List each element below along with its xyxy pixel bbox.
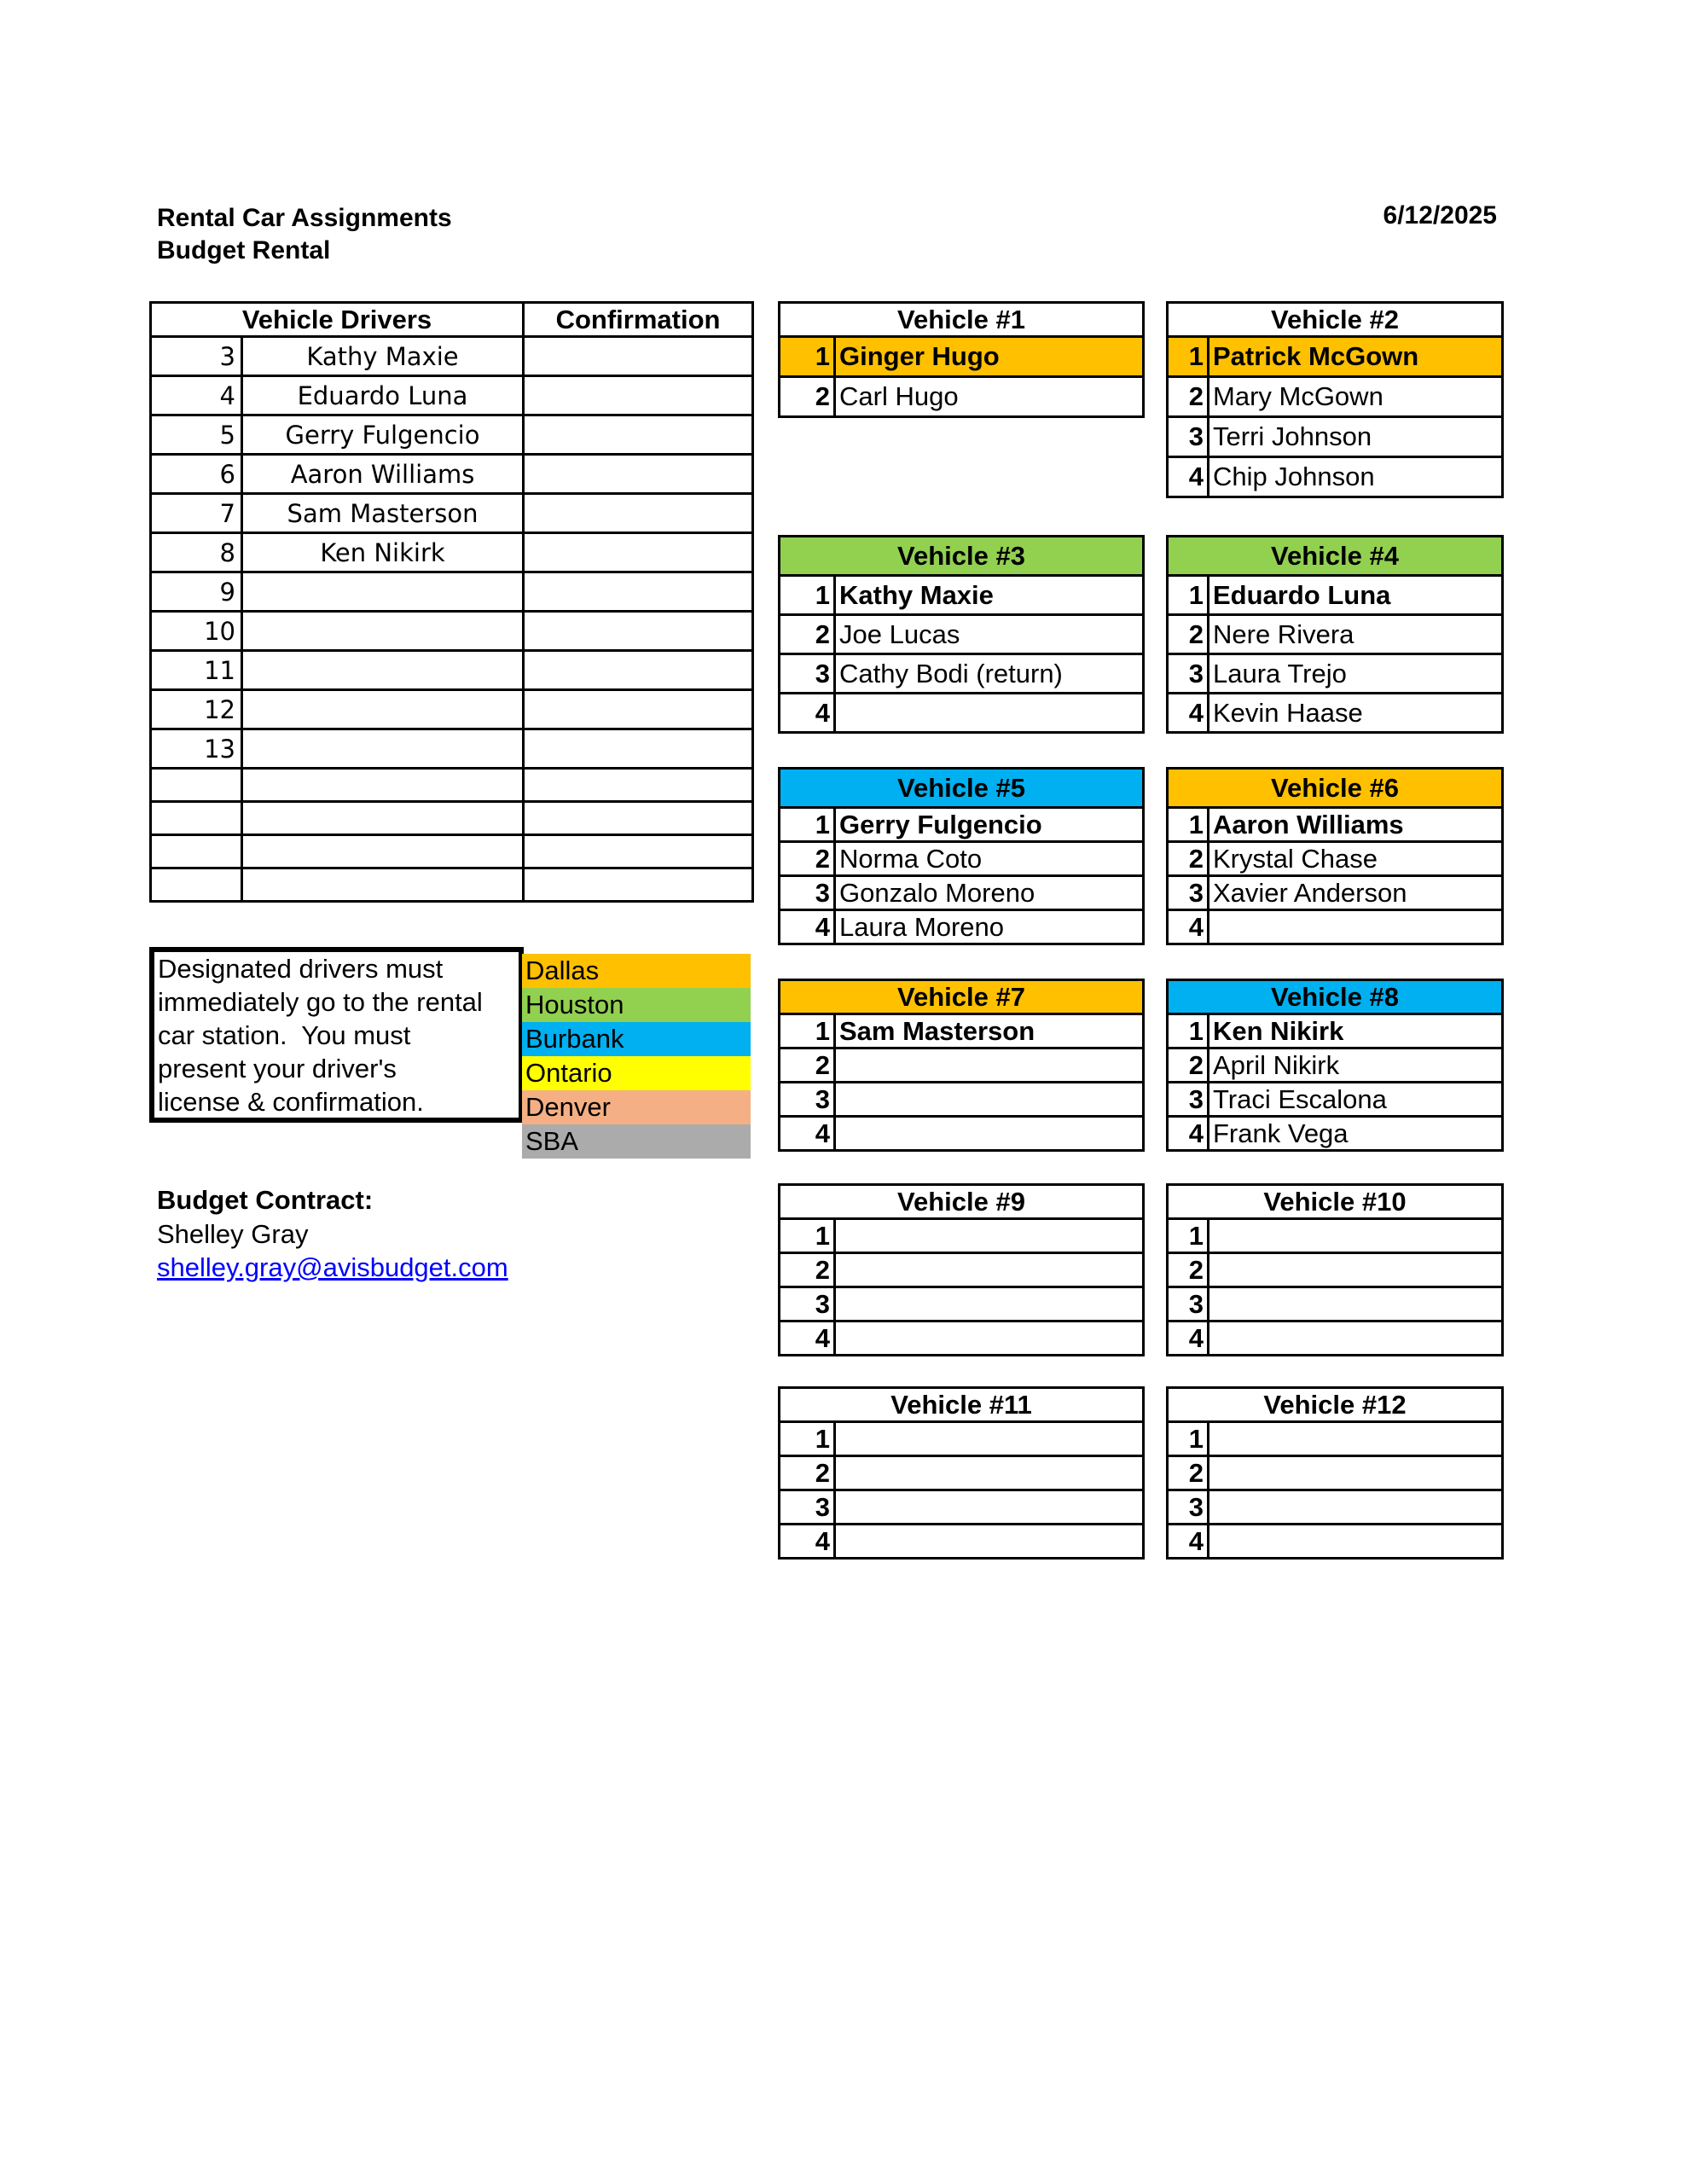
notice-line: present your driver's [158,1054,397,1083]
rider-name[interactable]: Kevin Haase [1209,694,1503,733]
driver-confirmation[interactable] [524,729,753,769]
driver-number: 7 [151,494,242,533]
legend-item-sba: SBA [522,1124,751,1159]
rider-row [1168,1525,1503,1559]
driver-number [151,835,242,868]
vehicle-title: Vehicle #11 [780,1388,1144,1422]
rider-number: 1 [1168,1422,1209,1456]
rider-name[interactable]: Traci Escalona [1209,1083,1503,1117]
rider-name[interactable]: Krystal Chase [1209,842,1503,876]
vehicle-table-4 [1166,535,1504,734]
driver-name[interactable] [242,835,524,868]
driver-row [151,455,753,494]
rider-number: 1 [1168,1014,1209,1048]
rider-number: 1 [780,576,835,615]
rider-row [780,910,1144,944]
driver-number: 4 [151,376,242,415]
rider-number: 2 [780,1048,835,1083]
legend-item-denver: Denver [522,1090,751,1124]
rider-row [780,1422,1144,1456]
rider-number: 4 [1168,1525,1209,1559]
rider-name[interactable]: Terri Johnson [1209,417,1503,457]
driver-row [151,835,753,868]
rider-name[interactable]: Gonzalo Moreno [835,876,1144,910]
page-title: Rental Car Assignments [157,204,452,232]
driver-confirmation[interactable] [524,415,753,455]
driver-row [151,802,753,835]
rider-row [780,842,1144,876]
driver-name[interactable] [242,690,524,729]
rider-number: 4 [780,910,835,944]
rider-number: 3 [1168,1083,1209,1117]
driver-confirmation[interactable] [524,651,753,690]
rider-row [1168,417,1503,457]
vehicle-title: Vehicle #12 [1168,1388,1503,1422]
driver-name[interactable] [242,651,524,690]
notice-line: license & confirmation. [158,1087,424,1117]
rider-number: 1 [780,1014,835,1048]
rider-row [780,377,1144,417]
rider-number: 1 [1168,337,1209,377]
rider-number: 2 [780,615,835,654]
vehicle-table-5 [778,767,1145,945]
driver-confirmation[interactable] [524,868,753,902]
rider-row [1168,377,1503,417]
driver-name[interactable] [242,729,524,769]
driver-confirmation[interactable] [524,769,753,802]
header-vehicle-drivers: Vehicle Drivers [151,303,524,337]
rider-row [780,615,1144,654]
driver-number: 13 [151,729,242,769]
rider-name[interactable] [1209,1287,1503,1321]
rider-number: 3 [780,1490,835,1525]
rider-row [780,1287,1144,1321]
rider-row [780,337,1144,377]
rider-number: 4 [1168,1321,1209,1356]
rider-name[interactable] [1209,1321,1503,1356]
rider-row [1168,576,1503,615]
rider-row [1168,842,1503,876]
rider-row [780,694,1144,733]
rider-row [1168,1253,1503,1287]
rider-row [1168,1422,1503,1456]
rider-number: 4 [780,1117,835,1151]
driver-confirmation[interactable] [524,690,753,729]
designated-driver-name[interactable]: Ginger Hugo [835,337,1144,377]
rider-number: 2 [780,377,835,417]
rider-name[interactable] [835,1525,1144,1559]
rider-number: 1 [1168,1219,1209,1253]
driver-confirmation[interactable] [524,572,753,612]
rider-row [780,1321,1144,1356]
rider-number: 1 [1168,576,1209,615]
rider-number: 3 [1168,1490,1209,1525]
rider-name[interactable]: Carl Hugo [835,377,1144,417]
driver-confirmation[interactable] [524,494,753,533]
rider-row [1168,1117,1503,1151]
driver-name[interactable] [242,769,524,802]
rider-row [1168,876,1503,910]
vehicle-title: Vehicle #6 [1168,769,1503,808]
designated-driver-name[interactable]: Ken Nikirk [1209,1014,1503,1048]
vehicle-table-11 [778,1386,1145,1560]
rider-row [1168,1219,1503,1253]
driver-name[interactable] [242,612,524,651]
designated-driver-name[interactable]: Patrick McGown [1209,337,1503,377]
rider-row [1168,654,1503,694]
rider-name[interactable] [835,1456,1144,1490]
driver-confirmation[interactable] [524,533,753,572]
rider-row [780,1253,1144,1287]
rider-number: 2 [780,842,835,876]
designated-driver-name[interactable]: Sam Masterson [835,1014,1144,1048]
vehicle-title: Vehicle #2 [1168,303,1503,337]
rider-number: 3 [1168,654,1209,694]
driver-row [151,612,753,651]
rider-row [780,1219,1144,1253]
vehicle-table-7 [778,979,1145,1152]
driver-number [151,802,242,835]
rider-name[interactable]: Joe Lucas [835,615,1144,654]
vehicle-title: Vehicle #3 [780,537,1144,576]
rider-row [1168,1456,1503,1490]
rider-number: 4 [1168,910,1209,944]
driver-row [151,729,753,769]
rider-number: 3 [780,1083,835,1117]
rider-number: 3 [780,876,835,910]
rider-name[interactable]: Xavier Anderson [1209,876,1503,910]
report-date: 6/12/2025 [1383,201,1497,229]
rider-name[interactable] [835,1321,1144,1356]
rider-number: 3 [1168,417,1209,457]
rider-name[interactable] [835,1287,1144,1321]
location-legend [522,954,751,1159]
rider-name[interactable] [835,1048,1144,1083]
driver-name[interactable] [242,802,524,835]
rider-name[interactable]: Frank Vega [1209,1117,1503,1151]
legend-item-ontario: Ontario [522,1056,751,1090]
rider-number: 3 [780,1287,835,1321]
vehicle-title: Vehicle #8 [1168,980,1503,1014]
legend-item-houston: Houston [522,988,751,1022]
contract-name: Shelley Gray [157,1219,309,1249]
page-subtitle: Budget Rental [157,236,331,264]
rider-name[interactable] [835,694,1144,733]
rider-name[interactable]: Laura Trejo [1209,654,1503,694]
rider-row [1168,1321,1503,1356]
driver-name[interactable] [242,572,524,612]
legend-item-burbank: Burbank [522,1022,751,1056]
rider-name[interactable]: Nere Rivera [1209,615,1503,654]
driver-number: 9 [151,572,242,612]
driver-name[interactable]: Aaron Williams [242,455,524,494]
rider-number: 1 [780,1219,835,1253]
vehicle-table-3 [778,535,1145,734]
driver-number [151,868,242,902]
rider-name[interactable] [835,1253,1144,1287]
rider-number: 4 [780,1525,835,1559]
driver-number [151,769,242,802]
driver-confirmation[interactable] [524,376,753,415]
driver-row [151,415,753,455]
vehicle-title: Vehicle #1 [780,303,1144,337]
driver-row [151,690,753,729]
rider-name[interactable] [835,1083,1144,1117]
rider-row [780,808,1144,842]
vehicle-title: Vehicle #10 [1168,1185,1503,1219]
rider-name[interactable]: Cathy Bodi (return) [835,654,1144,694]
driver-name[interactable]: Eduardo Luna [242,376,524,415]
vehicle-title: Vehicle #9 [780,1185,1144,1219]
rider-row [780,654,1144,694]
rider-number: 2 [1168,615,1209,654]
notice-box [149,947,524,1123]
driver-number: 5 [151,415,242,455]
rider-number: 2 [1168,842,1209,876]
rider-name[interactable]: Laura Moreno [835,910,1144,944]
vehicle-table-6 [1166,767,1504,945]
notice-line: car station. You must [158,1020,411,1050]
rider-name[interactable] [835,1117,1144,1151]
rider-number: 4 [1168,457,1209,497]
driver-number: 12 [151,690,242,729]
designated-driver-name[interactable]: Gerry Fulgencio [835,808,1144,842]
rider-row [780,1456,1144,1490]
driver-number: 10 [151,612,242,651]
driver-number: 8 [151,533,242,572]
driver-confirmation[interactable] [524,612,753,651]
rider-name[interactable] [835,1490,1144,1525]
rider-number: 4 [1168,1117,1209,1151]
designated-driver-name[interactable] [1209,1219,1503,1253]
rider-name[interactable] [1209,910,1503,944]
driver-row [151,769,753,802]
driver-row [151,533,753,572]
vehicle-title: Vehicle #5 [780,769,1144,808]
rider-number: 3 [1168,1287,1209,1321]
rider-row [780,1525,1144,1559]
rider-row [1168,910,1503,944]
rider-row [1168,615,1503,654]
rider-row [1168,1490,1503,1525]
contract-email-link[interactable]: shelley.gray@avisbudget.com [157,1252,508,1282]
designated-driver-name[interactable] [835,1422,1144,1456]
driver-name[interactable] [242,868,524,902]
rider-number: 1 [780,337,835,377]
rider-name[interactable] [1209,1490,1503,1525]
header-confirmation: Confirmation [524,303,753,337]
driver-name[interactable]: Kathy Maxie [242,337,524,376]
rider-name[interactable] [1209,1253,1503,1287]
driver-row [151,337,753,376]
vehicle-title: Vehicle #4 [1168,537,1503,576]
rider-row [780,876,1144,910]
legend-item-dallas: Dallas [522,954,751,988]
driver-row [151,494,753,533]
vehicle-table-9 [778,1183,1145,1356]
designated-driver-name[interactable]: Aaron Williams [1209,808,1503,842]
rider-row [1168,1083,1503,1117]
driver-row [151,376,753,415]
rider-row [1168,457,1503,497]
rider-number: 1 [1168,808,1209,842]
rider-number: 2 [1168,1456,1209,1490]
vehicle-table-8 [1166,979,1504,1152]
vehicle-table-10 [1166,1183,1504,1356]
rider-name[interactable]: Norma Coto [835,842,1144,876]
rider-row [780,1048,1144,1083]
driver-name[interactable]: Gerry Fulgencio [242,415,524,455]
driver-name[interactable]: Ken Nikirk [242,533,524,572]
driver-confirmation[interactable] [524,835,753,868]
vehicle-table-1 [778,301,1145,418]
rider-row [780,576,1144,615]
rider-name[interactable] [1209,1525,1503,1559]
rider-number: 1 [780,808,835,842]
vehicle-table-12 [1166,1386,1504,1560]
driver-row [151,868,753,902]
drivers-table [149,301,754,903]
rider-number: 4 [1168,694,1209,733]
rider-row [1168,1014,1503,1048]
rider-number: 2 [1168,1253,1209,1287]
driver-confirmation[interactable] [524,337,753,376]
rider-number: 3 [1168,876,1209,910]
designated-driver-name[interactable] [835,1219,1144,1253]
driver-row [151,651,753,690]
rider-name[interactable] [1209,1456,1503,1490]
rider-row [780,1490,1144,1525]
rider-row [1168,1287,1503,1321]
vehicle-title: Vehicle #7 [780,980,1144,1014]
designated-driver-name[interactable] [1209,1422,1503,1456]
rider-name[interactable]: April Nikirk [1209,1048,1503,1083]
rider-number: 1 [780,1422,835,1456]
driver-confirmation[interactable] [524,802,753,835]
rider-number: 4 [780,1321,835,1356]
rider-number: 3 [780,654,835,694]
driver-confirmation[interactable] [524,455,753,494]
rider-name[interactable]: Mary McGown [1209,377,1503,417]
driver-number: 11 [151,651,242,690]
rider-row [1168,337,1503,377]
rider-name[interactable]: Chip Johnson [1209,457,1503,497]
rider-row [780,1083,1144,1117]
rider-row [1168,694,1503,733]
rider-number: 2 [780,1456,835,1490]
rider-number: 4 [780,694,835,733]
driver-row [151,572,753,612]
driver-number: 6 [151,455,242,494]
rider-number: 2 [780,1253,835,1287]
rider-number: 2 [1168,377,1209,417]
notice-line: Designated drivers must [158,954,444,984]
driver-number: 3 [151,337,242,376]
rider-row [780,1014,1144,1048]
designated-driver-name[interactable]: Kathy Maxie [835,576,1144,615]
rider-row [780,1117,1144,1151]
designated-driver-name[interactable]: Eduardo Luna [1209,576,1503,615]
rider-row [1168,1048,1503,1083]
rider-number: 2 [1168,1048,1209,1083]
driver-name[interactable]: Sam Masterson [242,494,524,533]
vehicle-table-2 [1166,301,1504,498]
contract-title: Budget Contract: [157,1185,374,1215]
notice-line: immediately go to the rental [158,987,483,1017]
rider-row [1168,808,1503,842]
